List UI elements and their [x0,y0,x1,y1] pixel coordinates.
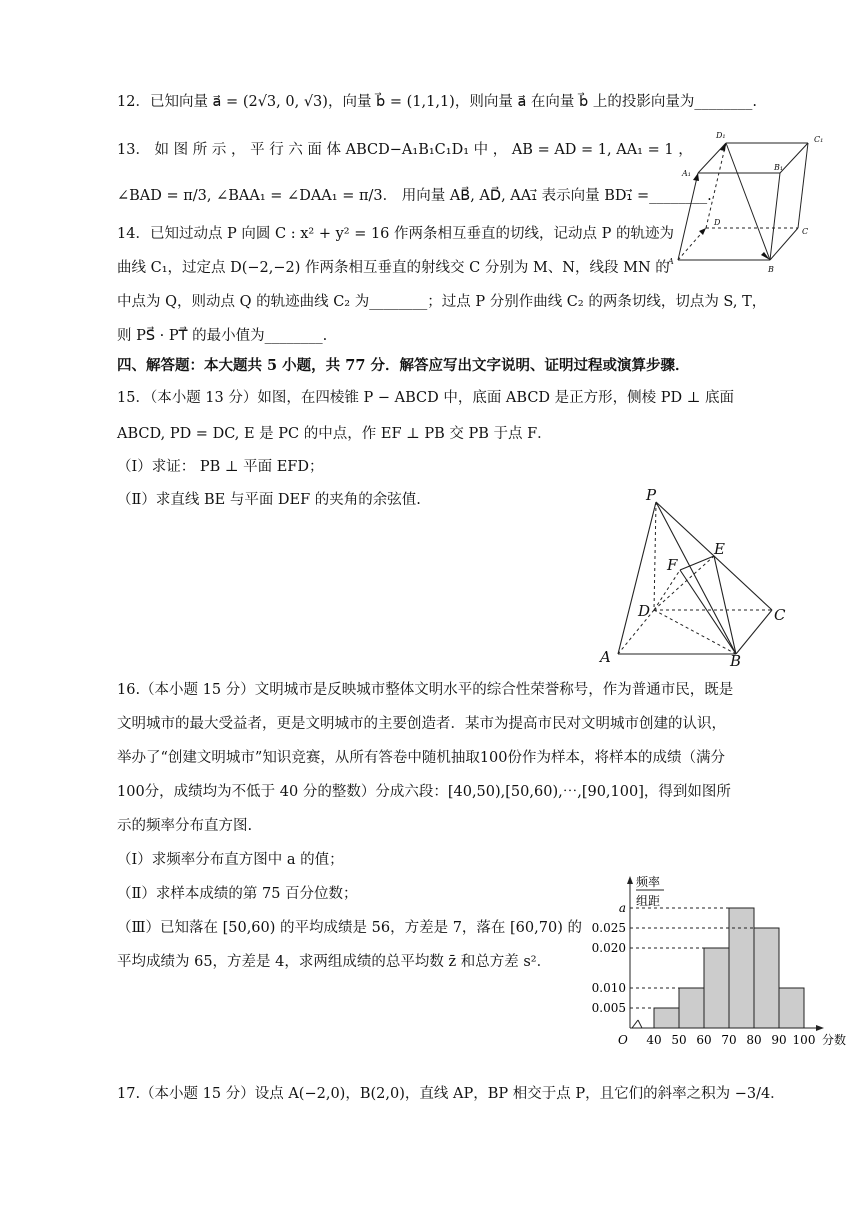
label-B1: B₁ [774,163,784,172]
label-C: C [802,227,809,236]
label-C: C [774,606,786,624]
q16-part-3a: （Ⅲ）已知落在 [50,60) 的平均成绩是 56，方差是 7，落在 [60,70) 的 [117,920,582,936]
histogram-bar [654,1008,679,1028]
q14-line-2: 曲线 C₁，过定点 D(−2,−2) 作两条相互垂直的射线交 C 分别为 M、N，线段 MN 的 [117,260,670,276]
q16-line-1: 16.（本小题 15 分）文明城市是反映城市整体文明水平的综合性荣誉称号，作为普通市民，既是 [117,682,734,698]
x-tick-label: 100 [792,1033,816,1047]
q16-line-5: 示的频率分布直方图. [117,818,253,834]
y-tick-label: 0.020 [591,941,626,955]
axis-break-mark [638,1020,642,1028]
q14-line-4: 则 PS⃗ · PT⃗ 的最小值为________. [117,328,328,344]
pyramid-figure [596,486,806,668]
q16-part-1: （Ⅰ）求频率分布直方图中 a 的值； [117,852,344,868]
label-A: A [668,257,674,266]
ylabel-top: 频率 [636,875,661,889]
x-axis-arrow [816,1025,824,1031]
y-tick-label: 0.005 [591,1001,626,1015]
histogram-bar [704,948,729,1028]
x-tick-label: 60 [696,1033,712,1047]
histogram-bar [679,988,704,1028]
y-axis-arrow [627,876,633,884]
frequency-histogram [580,868,852,1052]
histogram-bar [754,928,779,1028]
histogram-bar [779,988,804,1028]
label-B: B [768,265,774,274]
y-tick-label: a [618,901,626,915]
q13-line-1: 13． 如 图 所 示 ， 平 行 六 面 体 ABCD−A₁B₁C₁D₁ 中 ， AB = AD = 1, AA₁ = 1 ， [117,142,693,158]
x-tick-label: 80 [746,1033,762,1047]
y-tick-label: 0.010 [591,981,626,995]
label-C1: C₁ [814,135,824,144]
label-P: P [646,486,657,504]
label-D: D [714,218,721,227]
axis-break-mark [632,1020,638,1028]
x-tick-label: 40 [646,1033,662,1047]
q15-line-2: ABCD, PD = DC, E 是 PC 的中点，作 EF ⊥ PB 交 PB 于点 F． [117,426,552,442]
label-D: D [638,602,651,620]
q16-line-2: 文明城市的最大受益者，更是文明城市的主要创造者．某市为提高市民对文明城市创建的认识， [117,716,726,732]
q13-line-2: ∠BAD = π/3, ∠BAA₁ = ∠DAA₁ = π/3． 用向量 AB⃗, AD⃗, AA₁⃗ 表示向量 BD₁⃗ =________. [117,188,712,204]
q16-part-2: （Ⅱ）求样本成绩的第 75 百分位数； [117,886,358,902]
q16-line-4: 100分，成绩均为不低于 40 分的整数）分成六段：[40,50),[50,60),⋯,[90,100]，得到如图所 [117,784,731,800]
q14-line-1: 14．已知过动点 P 向圆 C : x² + y² = 16 作两条相互垂直的切线，记动点 P 的轨迹为 [117,226,674,242]
x-tick-label: 90 [771,1033,787,1047]
label-A: A [600,648,611,666]
q15-part-1: （Ⅰ）求证： PB ⊥ 平面 EFD； [117,459,324,475]
q15-line-1: 15．（本小题 13 分）如图，在四棱锥 P − ABCD 中，底面 ABCD 是正方形，侧棱 PD ⊥ 底面 [117,390,735,406]
label-A1: A₁ [682,169,691,178]
q16-line-3: 举办了“创建文明城市”知识竞赛，从所有答卷中随机抽取100份作为样本，将样本的成绩（满分 [117,750,725,766]
label-B: B [730,652,742,668]
q12-line-1: 12．已知向量 a⃗ = (2√3, 0, √3)，向量 b⃗ = (1,1,1)，则向量 a⃗ 在向量 b⃗ 上的投影向量为________. [117,94,757,110]
section-4-heading: 四、解答题：本大题共 5 小题，共 77 分．解答应写出文字说明、证明过程或演算步骤． [117,357,690,374]
xlabel: 分数 [822,1033,847,1047]
q16-part-3b: 平均成绩为 65，方差是 4，求两组成绩的总平均数 z̄ 和总方差 s²． [117,954,552,970]
q15-part-2: （Ⅱ）求直线 BE 与平面 DEF 的夹角的余弦值. [117,492,421,508]
q17-line-1: 17.（本小题 15 分）设点 A(−2,0)，B(2,0)，直线 AP，BP 相交于点 P，且它们的斜率之积为 −3/4． [117,1086,785,1102]
label-E: E [714,540,725,558]
histogram-bar [729,908,754,1028]
y-tick-label: 0.025 [591,921,626,935]
x-tick-label: 50 [671,1033,687,1047]
x-tick-label: 70 [721,1033,737,1047]
q14-line-3: 中点为 Q，则动点 Q 的轨迹曲线 C₂ 为________；过点 P 分别作曲线 C₂ 的两条切线，切点为 S, T， [117,294,767,310]
ylabel-bottom: 组距 [636,894,661,908]
parallelepiped-figure [668,128,848,278]
label-D1: D₁ [716,131,726,140]
label-F: F [667,556,678,574]
origin-label: O [618,1033,628,1047]
